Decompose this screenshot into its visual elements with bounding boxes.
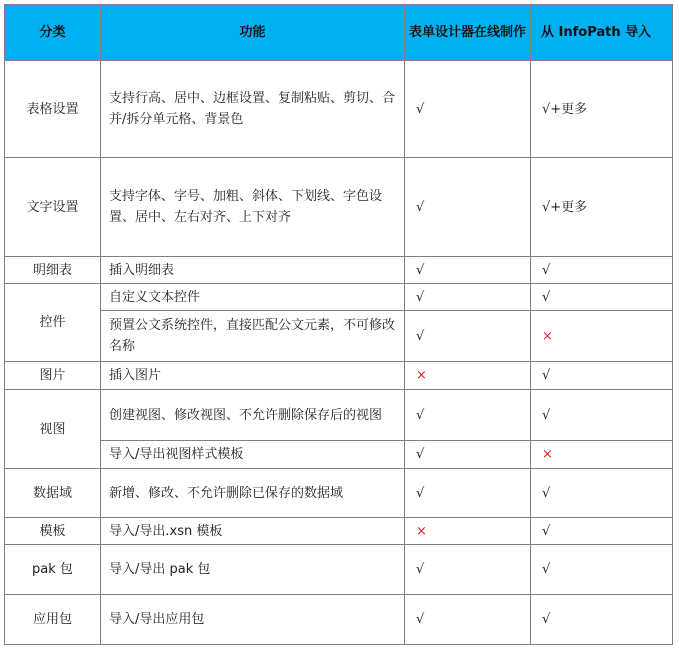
infopath-mark: √ xyxy=(531,545,673,595)
infopath-mark: √ xyxy=(531,257,673,284)
feature-cell: 支持行高、居中、边框设置、复制粘贴、剪切、合并/拆分单元格、背景色 xyxy=(101,61,405,158)
feature-cell: 导入/导出视图样式模板 xyxy=(101,441,405,469)
table-row xyxy=(5,158,673,257)
designer-mark: × xyxy=(405,518,531,545)
infopath-mark: √+更多 xyxy=(531,158,673,257)
category-cell: 文字设置 xyxy=(5,158,101,257)
infopath-mark: √ xyxy=(531,469,673,518)
category-cell: 明细表 xyxy=(5,257,101,284)
table-row xyxy=(5,545,673,595)
feature-cell: 新增、修改、不允许删除已保存的数据域 xyxy=(101,469,405,518)
category-cell: 视图 xyxy=(5,390,101,469)
category-cell: 表格设置 xyxy=(5,61,101,158)
designer-mark: √ xyxy=(405,284,531,311)
feature-cell: 自定义文本控件 xyxy=(101,284,405,311)
table-row xyxy=(5,257,673,284)
designer-mark: √ xyxy=(405,469,531,518)
designer-mark: × xyxy=(405,362,531,390)
designer-mark: √ xyxy=(405,441,531,469)
feature-cell: 插入明细表 xyxy=(101,257,405,284)
header-infopath: 从 InfoPath 导入 xyxy=(531,5,673,61)
category-cell: pak 包 xyxy=(5,545,101,595)
infopath-mark: √ xyxy=(531,595,673,645)
infopath-mark: √ xyxy=(531,518,673,545)
feature-cell: 支持字体、字号、加粗、斜体、下划线、字色设置、居中、左右对齐、上下对齐 xyxy=(101,158,405,257)
designer-mark: √ xyxy=(405,545,531,595)
category-cell: 图片 xyxy=(5,362,101,390)
table-row xyxy=(5,284,673,311)
designer-mark: √ xyxy=(405,61,531,158)
table-row xyxy=(5,362,673,390)
table-row xyxy=(5,61,673,158)
designer-mark: √ xyxy=(405,311,531,362)
infopath-mark: √+更多 xyxy=(531,61,673,158)
feature-comparison-table xyxy=(4,4,673,645)
infopath-mark: × xyxy=(531,441,673,469)
infopath-mark: √ xyxy=(531,284,673,311)
designer-mark: √ xyxy=(405,257,531,284)
table-row xyxy=(5,311,673,362)
table-row xyxy=(5,390,673,441)
infopath-mark: √ xyxy=(531,362,673,390)
header-category: 分类 xyxy=(5,5,101,61)
feature-cell: 导入/导出 pak 包 xyxy=(101,545,405,595)
infopath-mark: √ xyxy=(531,390,673,441)
header-row xyxy=(5,5,673,61)
designer-mark: √ xyxy=(405,595,531,645)
category-cell: 模板 xyxy=(5,518,101,545)
table-row xyxy=(5,469,673,518)
category-cell: 应用包 xyxy=(5,595,101,645)
feature-cell: 预置公文系统控件，直接匹配公文元素，不可修改名称 xyxy=(101,311,405,362)
feature-cell: 导入/导出应用包 xyxy=(101,595,405,645)
header-function: 功能 xyxy=(101,5,405,61)
header-designer: 表单设计器在线制作 xyxy=(405,5,531,61)
designer-mark: √ xyxy=(405,158,531,257)
table-row xyxy=(5,441,673,469)
feature-cell: 创建视图、修改视图、不允许删除保存后的视图 xyxy=(101,390,405,441)
feature-cell: 导入/导出.xsn 模板 xyxy=(101,518,405,545)
feature-cell: 插入图片 xyxy=(101,362,405,390)
designer-mark: √ xyxy=(405,390,531,441)
infopath-mark: × xyxy=(531,311,673,362)
table-row xyxy=(5,595,673,645)
table-row xyxy=(5,518,673,545)
category-cell: 数据域 xyxy=(5,469,101,518)
category-cell: 控件 xyxy=(5,284,101,362)
